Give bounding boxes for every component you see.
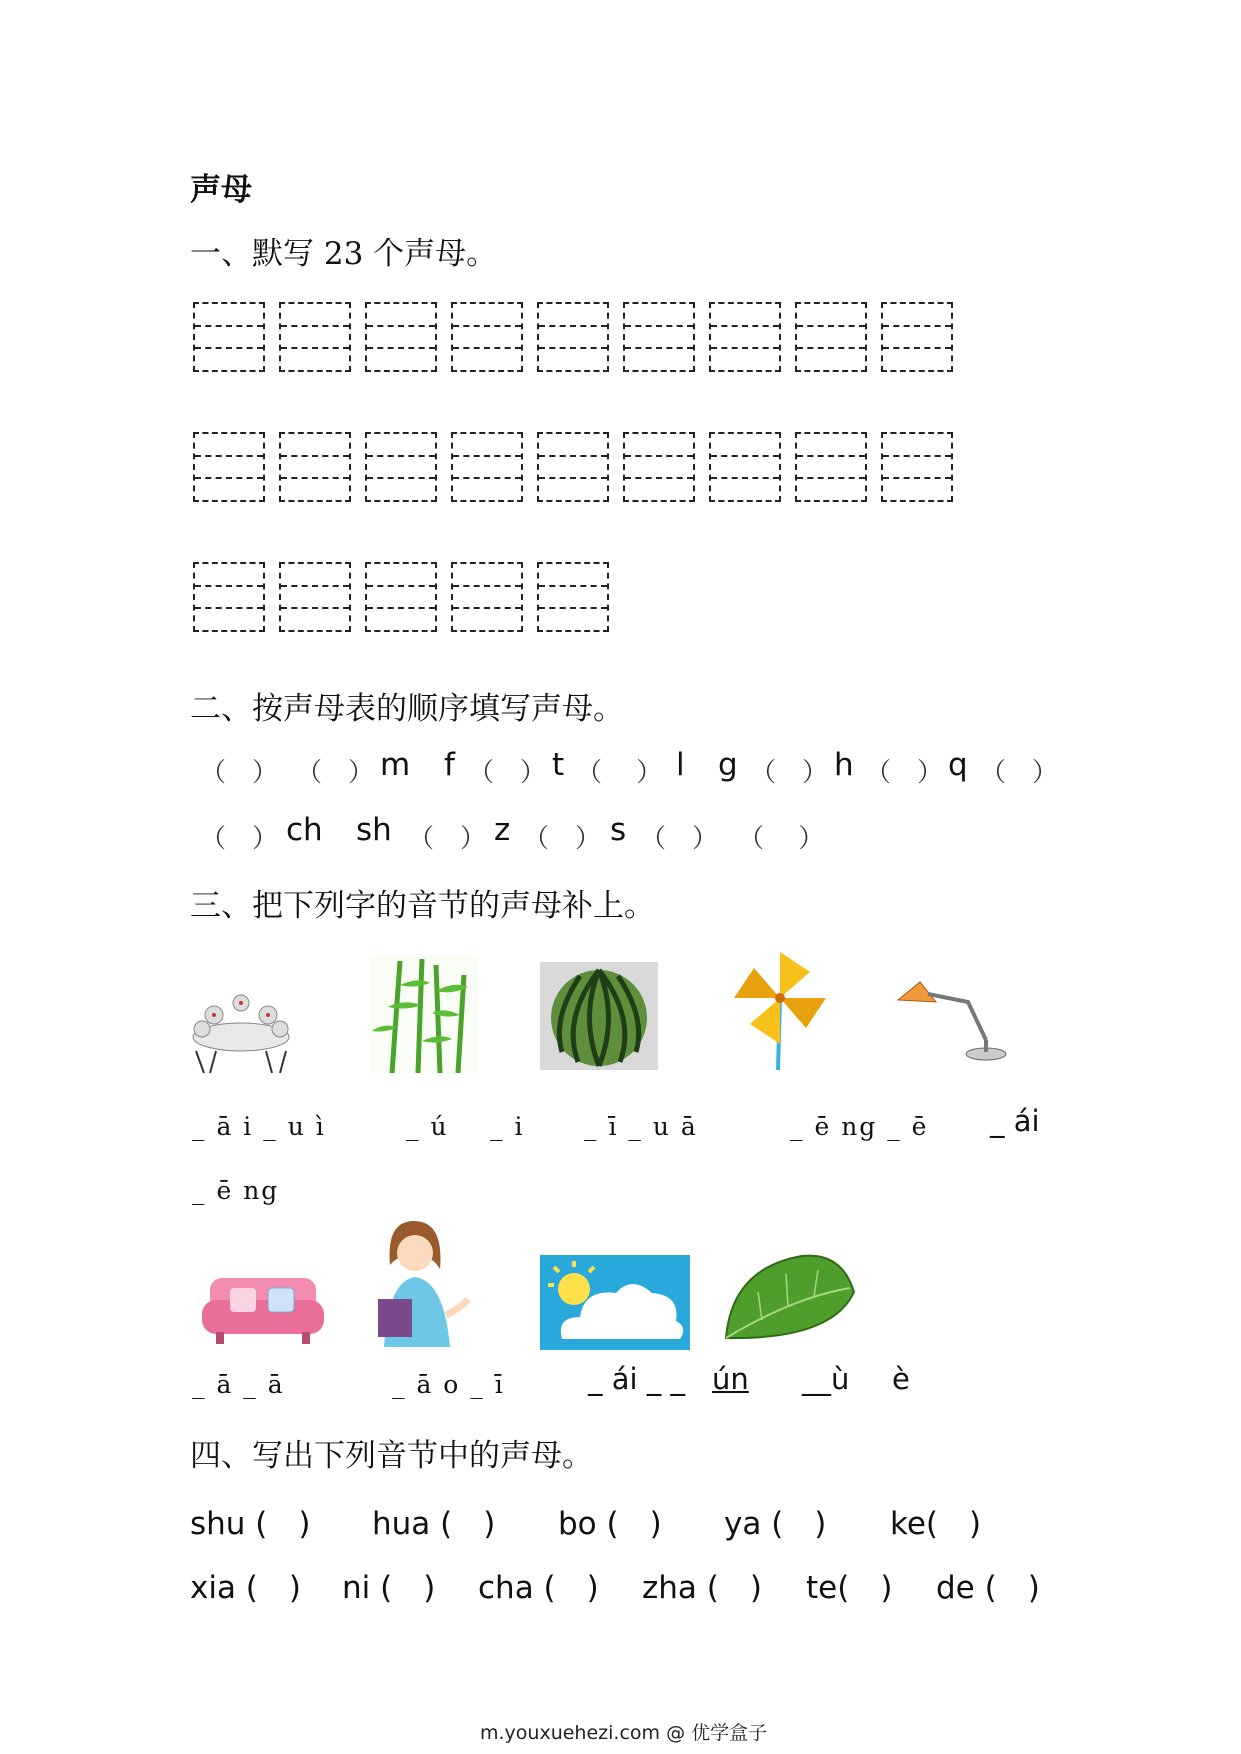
writing-cell[interactable] (709, 432, 781, 502)
writing-cell[interactable] (365, 302, 437, 372)
syllable-leaf-1: __ù (802, 1362, 850, 1396)
syllable-pinwheel: _ ē ng _ ē (790, 1112, 929, 1141)
blank-paren[interactable]: （ ） (200, 758, 279, 788)
syllable-lamp-1: _ ái (990, 1104, 1040, 1138)
writing-cell[interactable] (537, 562, 609, 632)
syllable-item[interactable]: te( ) (806, 1570, 893, 1606)
letter-ch: ch (286, 812, 323, 848)
syllable-sofa: _ ā _ ā (192, 1370, 285, 1399)
syllable-meeting: _ ā i _ u ì (192, 1112, 326, 1141)
page-title: 声母 (190, 172, 252, 208)
writing-cell[interactable] (451, 302, 523, 372)
sofa-icon (202, 1270, 324, 1346)
syllable-watermelon: _ ī _ u ā (584, 1112, 698, 1141)
blank-paren[interactable]: （ ） (865, 758, 944, 788)
letter-q: q (948, 747, 968, 783)
letter-g: g (718, 747, 738, 783)
letter-t: t (552, 747, 565, 783)
blank-paren[interactable]: （ ） (750, 758, 829, 788)
blank-paren[interactable]: （ ） (980, 758, 1059, 788)
writing-cell[interactable] (193, 562, 265, 632)
blank-paren[interactable]: （ ） (738, 824, 825, 854)
letter-h: h (834, 747, 854, 783)
syllable-leaf-2: è (892, 1362, 910, 1396)
letter-m: m (380, 747, 411, 783)
section-2-heading: 二、按声母表的顺序填写声母。 (190, 691, 624, 727)
letter-sh: sh (356, 812, 392, 848)
syllable-item[interactable]: hua ( ) (372, 1506, 496, 1542)
sun-cloud-icon (540, 1255, 690, 1350)
writing-cell[interactable] (193, 432, 265, 502)
syllable-sky-1: _ ái _ _ (588, 1362, 685, 1396)
syllable-bamboo-1: _ ú (406, 1112, 449, 1141)
syllable-item[interactable]: xia ( ) (190, 1570, 301, 1606)
writing-cell[interactable] (193, 302, 265, 372)
letter-l: l (676, 747, 685, 783)
footer-watermark: m.youxuehezi.com @ 优学盒子 (480, 1722, 768, 1744)
writing-cell[interactable] (881, 302, 953, 372)
syllable-item[interactable]: de ( ) (936, 1570, 1040, 1606)
blank-paren[interactable]: （ ） (640, 824, 719, 854)
blank-paren[interactable]: （ ） (523, 824, 602, 854)
syllable-item[interactable]: cha ( ) (478, 1570, 599, 1606)
letter-f: f (444, 747, 455, 783)
watermelon-icon (540, 962, 658, 1070)
blank-paren[interactable]: （ ） (576, 758, 663, 788)
writing-grid-row-2 (193, 432, 953, 502)
writing-cell[interactable] (537, 432, 609, 502)
syllable-teacher: _ ā o _ ī (392, 1370, 505, 1399)
letter-z: z (494, 812, 511, 848)
syllable-item[interactable]: shu ( ) (190, 1506, 311, 1542)
letter-s: s (610, 812, 627, 848)
syllable-sky-2: ún (712, 1362, 749, 1396)
writing-cell[interactable] (279, 432, 351, 502)
writing-cell[interactable] (365, 432, 437, 502)
writing-cell[interactable] (451, 432, 523, 502)
syllable-item[interactable]: ke( ) (890, 1506, 982, 1542)
blank-paren[interactable]: （ ） (468, 758, 547, 788)
writing-cell[interactable] (795, 302, 867, 372)
meeting-figures-icon (186, 985, 296, 1077)
blank-paren[interactable]: （ ） (296, 758, 375, 788)
writing-cell[interactable] (365, 562, 437, 632)
writing-cell[interactable] (451, 562, 523, 632)
writing-grid-row-3 (193, 562, 609, 632)
writing-cell[interactable] (709, 302, 781, 372)
writing-cell[interactable] (537, 302, 609, 372)
writing-cell[interactable] (623, 432, 695, 502)
writing-cell[interactable] (623, 302, 695, 372)
leaf-icon (722, 1248, 858, 1343)
section-4-heading: 四、写出下列音节中的声母。 (190, 1438, 593, 1474)
desk-lamp-icon (890, 972, 1010, 1070)
syllable-bamboo-2: _ i (490, 1112, 525, 1141)
writing-cell[interactable] (279, 562, 351, 632)
pinwheel-icon (730, 948, 830, 1070)
writing-cell[interactable] (795, 432, 867, 502)
blank-paren[interactable]: （ ） (200, 824, 279, 854)
syllable-item[interactable]: bo ( ) (558, 1506, 662, 1542)
blank-paren[interactable]: （ ） (408, 824, 487, 854)
writing-cell[interactable] (881, 432, 953, 502)
syllable-item[interactable]: ni ( ) (342, 1570, 436, 1606)
writing-grid-row-1 (193, 302, 953, 372)
bamboo-icon (370, 955, 478, 1073)
syllable-item[interactable]: ya ( ) (724, 1506, 827, 1542)
syllable-item[interactable]: zha ( ) (642, 1570, 762, 1606)
syllable-lamp-2: _ ē ng (192, 1176, 280, 1205)
writing-cell[interactable] (279, 302, 351, 372)
teacher-icon (368, 1215, 474, 1347)
section-1-heading: 一、默写 23 个声母。 (190, 236, 498, 272)
section-3-heading: 三、把下列字的音节的声母补上。 (190, 888, 655, 924)
